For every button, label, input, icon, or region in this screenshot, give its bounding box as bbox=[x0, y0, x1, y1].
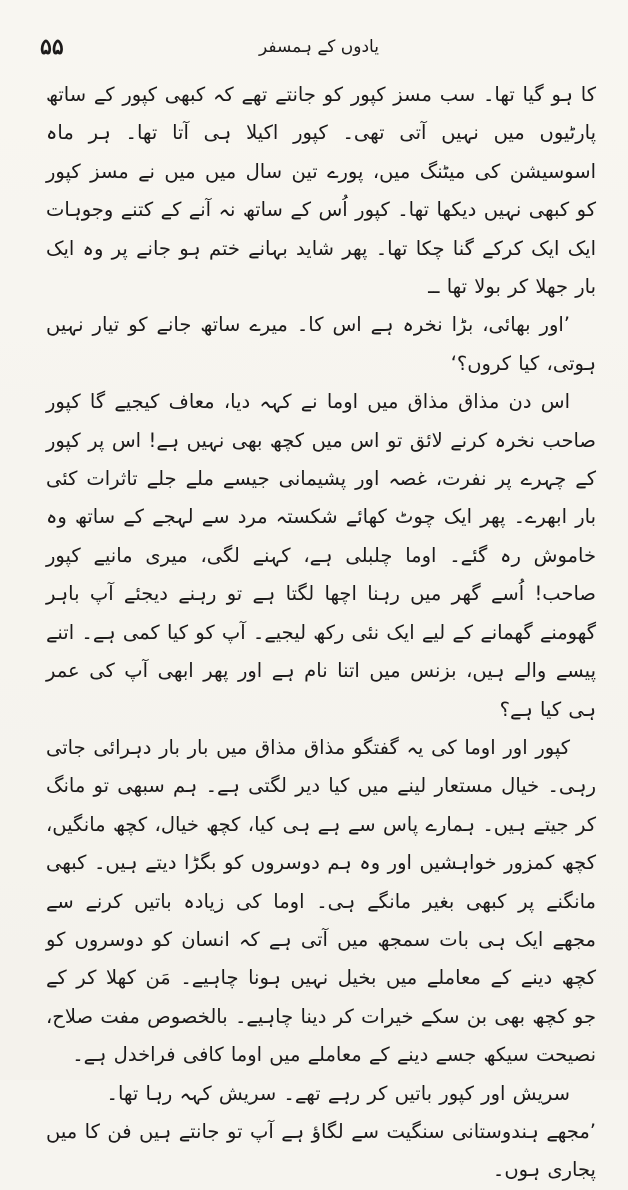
paragraph: سریش اور کپور باتیں کر رہے تھے۔ سریش کہہ رہا تھا۔ bbox=[106, 1081, 570, 1105]
body-text bbox=[46, 76, 596, 1190]
paragraph: کپور اور اوما کی یہ گفتگو مذاق مذاق میں بار بار دہرائی جاتی رہی۔ خیال مستعار لینے میں کیا دیر لگتی ہے۔ ہم سبھی تو مانگ کر جیتے ہیں۔ ہمارے پاس سے ہے ہی کیا، کچھ خیال، کچھ مانگیں، کچھ کمزور خواہشیں اور وہ ہم دوسروں کو بگڑا دیتے ہیں۔ کبھی مانگنے پر کبھی بغیر مانگے ہی۔ اوما کی زیادہ باتیں کرنے سے مجھے ایک ہی بات سمجھ میں آتی ہے کہ انسان کو دوسروں کو کچھ دینے کے معاملے میں بخیل نہیں ہونا چاہیے۔ مَن کھلا کر کے جو کچھ بھی بن سکے خیرات کر دینا چاہیے۔ بالخصوص مفت صلاح، نصیحت سیکھ جسے دینے کے معاملے میں اوما کافی فراخدل ہے۔ bbox=[46, 735, 596, 1067]
page-number: ۵۵ bbox=[40, 34, 64, 60]
running-title: یادوں کے ہمسفر bbox=[259, 37, 379, 57]
paragraph: ’مجھے ہندوستانی سنگیت سے لگاؤ ہے آپ تو جانتے ہیں فن کا میں پجاری ہوں۔ bbox=[46, 1119, 596, 1182]
paragraph: اس دن مذاق مذاق میں اوما نے کہہ دیا، معاف کیجیے گا کپور صاحب نخرہ کرنے لائق تو اس میں کچھ بھی نہیں ہے! اس پر کپور کے چہرے پر نفرت، غصہ اور پشیمانی جیسے ملے جلے تاثرات کئی بار ابھرے۔ پھر ایک چوٹ کھائے شکستہ مرد سے لہجے کے ساتھ وہ خاموش رہ گئے۔ اوما چلبلی ہے، کہنے لگی، میری مانیے کپور صاحب! اُسے گھر میں رہنا اچھا لگتا ہے تو رہنے دیجئے آپ باہر گھومنے گھمانے کے لیے ایک نئی رکھ لیجیے۔ آپ کو کیا کمی ہے۔ اتنے پیسے والے ہیں، بزنس میں اتنا نام ہے اور پھر ابھی آپ کی عمر ہی کیا ہے؟ bbox=[46, 390, 596, 721]
paragraph: کا ہو گیا تھا۔ سب مسز کپور کو جانتے تھے کہ کبھی کپور کے ساتھ پارٹیوں میں نہیں آتی تھی۔ کپور اکیلا ہی آتا تھا۔ ہر ماہ اسوسیشن کی میٹنگ میں، پورے تین سال میں میں نے مسز کپور کو کبھی نہیں دیکھا تھا۔ کپور اُس کے ساتھ نہ آنے کے کتنے وجوہات ایک ایک کرکے گنا چکا تھا۔ پھر شاید بہانے ختم ہو جانے پر وہ ایک بار جھلا کر بولا تھا ــ bbox=[46, 83, 596, 299]
paragraph: ’اور بھائی، بڑا نخرہ ہے اس کا۔ میرے ساتھ جانے کو تیار نہیں ہوتی، کیا کروں؟‘ bbox=[46, 313, 596, 375]
page-header bbox=[40, 34, 598, 64]
